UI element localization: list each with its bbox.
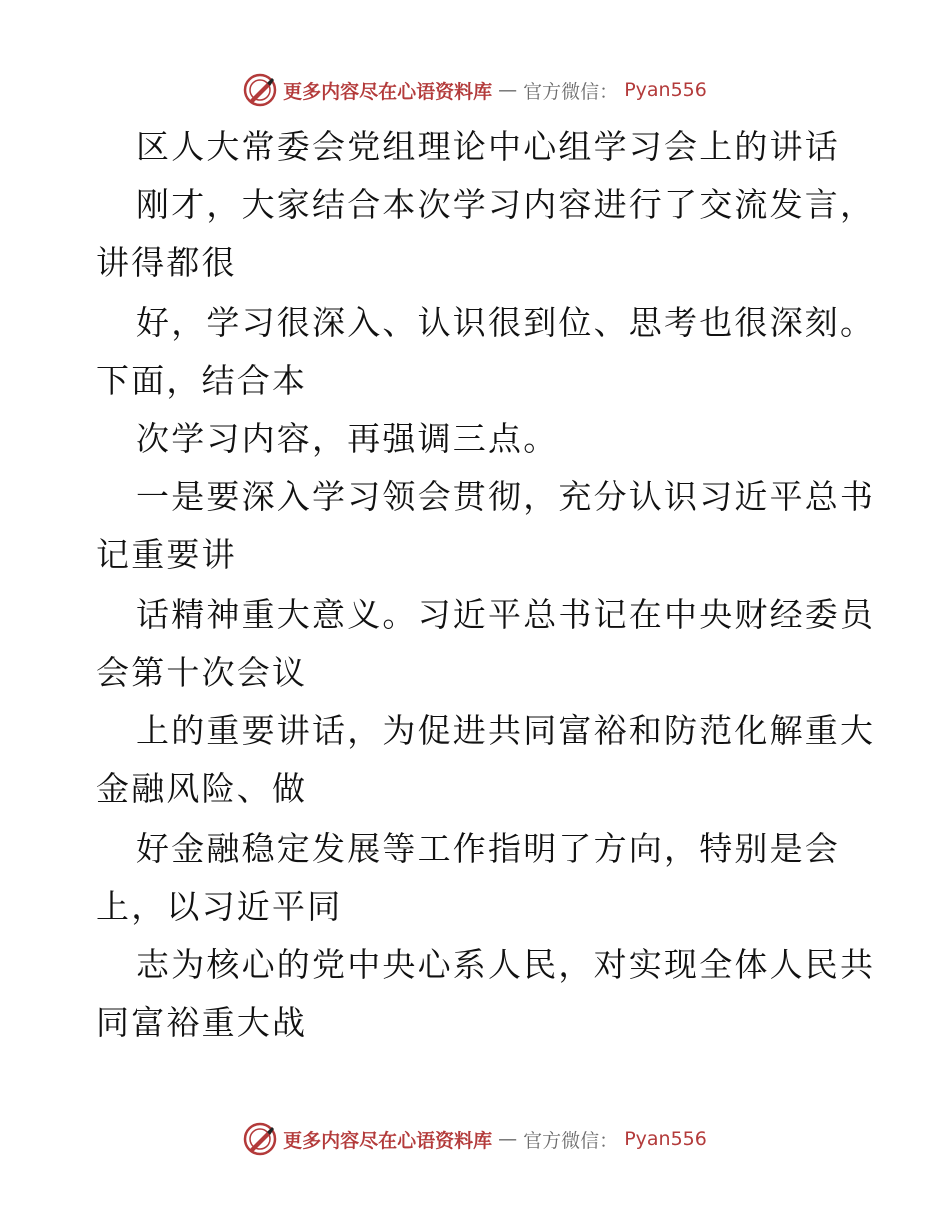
paragraph-line: 上的重要讲话，为促进共同富裕和防范化解重大 — [136, 711, 876, 750]
paragraph-line: 同富裕重大战 — [96, 1003, 308, 1042]
watermark-header — [0, 70, 950, 110]
paragraph-line: 金融风险、做 — [96, 769, 308, 808]
watermark-site-text: 更多内容尽在心语资料库 — [283, 1129, 493, 1152]
watermark-account: Pyan556 — [624, 79, 707, 101]
paragraph-line: 会第十次会议 — [96, 653, 308, 692]
paragraph-line: 记重要讲 — [96, 535, 237, 574]
paragraph-line: 上，以习近平同 — [96, 887, 343, 926]
paragraph-line: 下面，结合本 — [96, 361, 308, 400]
paragraph-line: 一是要深入学习领会贯彻，充分认识习近平总书 — [136, 477, 876, 516]
pen-logo-icon — [243, 1122, 277, 1156]
watermark-separator: — — [498, 79, 518, 101]
watermark-official-label: 官方微信： — [523, 1129, 619, 1152]
pen-logo-icon — [243, 73, 277, 107]
paragraph-line: 志为核心的党中央心系人民，对实现全体人民共 — [136, 945, 876, 984]
watermark-site-text: 更多内容尽在心语资料库 — [283, 80, 493, 103]
document-title: 区人大常委会党组理论中心组学习会上的讲话 — [136, 127, 840, 166]
watermark-separator: — — [498, 1128, 518, 1150]
watermark-footer — [0, 1119, 950, 1159]
paragraph-line: 刚才，大家结合本次学习内容进行了交流发言， — [136, 185, 876, 224]
paragraph-line: 话精神重大意义。习近平总书记在中央财经委员 — [136, 595, 876, 634]
paragraph-line: 好金融稳定发展等工作指明了方向，特别是会 — [136, 829, 840, 868]
paragraph-line: 讲得都很 — [96, 243, 237, 282]
paragraph-line: 好，学习很深入、认识很到位、思考也很深刻。 — [136, 303, 876, 342]
watermark-account: Pyan556 — [624, 1128, 707, 1150]
watermark-official-label: 官方微信： — [523, 80, 619, 103]
paragraph-line: 次学习内容，再强调三点。 — [136, 419, 559, 458]
